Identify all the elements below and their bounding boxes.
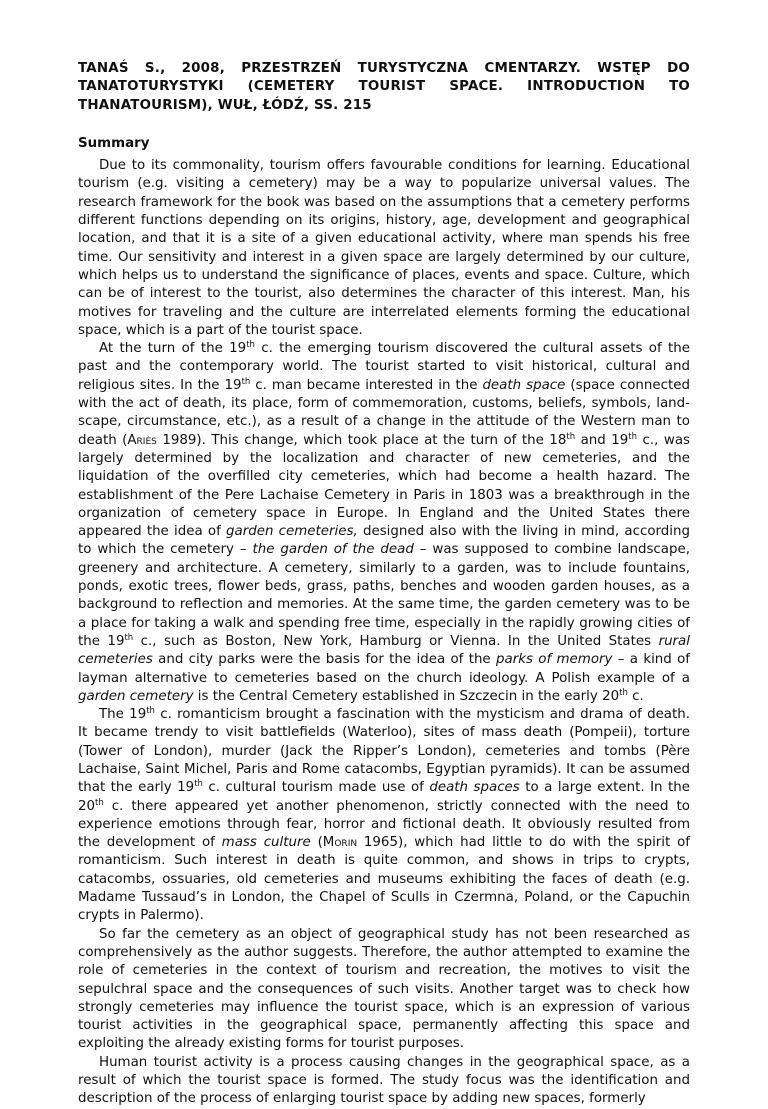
term-parks-of-memory: parks of memory: [496, 652, 613, 668]
term-garden-cemetery: garden cemetery: [78, 688, 194, 704]
document-page: [78, 60, 690, 1109]
term-death-spaces: death spaces: [429, 780, 520, 796]
term-garden-cemeteries: garden cemeteries,: [226, 524, 358, 540]
paragraph-1: Due to its commonality, tourism offers favourable conditions for learning. Educational tourism (e.g. visiting a cemetery) may be a way to popularize universal values. The research framework for the book was based on the assumptions that a cemetery performs different functions depending on its origins, history, age, development and geographical location, and that it is a site of a given educational activity, where man spends his free time. Our sensitivity and interest in a given space are largely determined by our culture, which helps us to understand the significance of places, events and space. Culture, which can be of interest to the tourist, also determines the character of this interest. Man, his motives for traveling and the culture are interrelated elements forming the educational space, which is a part of the tourist space.: [78, 158, 690, 338]
paragraph-4: So far the cemetery as an object of geographical study has not been researched as comprehensively as the author suggests. Therefore, the author attempted to examine the role of cemeteries in the context of tourism and recreation, the motives to visit the sepulchral space and the consequences of such visits. Another target was to check how strongly cemeteries may influence the tourist space, which is an expression of various tourist activities in the geographical space, permanently affecting this space and exploiting the already existing forms for tourist purposes.: [78, 926, 690, 1052]
term-rural-cemeteries: rural cemeteries: [78, 633, 690, 668]
document-title: TANAŚ S., 2008, PRZESTRZEŃ TURYSTYCZNA CMENTARZY. WSTĘP DO TANATOTURYSTYKI (CEMETERY TOURIST SPACE. INTRODUCTION TO THANATOURISM), WUŁ, ŁÓDŹ, SS. 215: [78, 61, 690, 113]
term-mass-culture: mass culture: [221, 835, 311, 851]
citation-aries: Ariès: [127, 432, 157, 448]
summary-heading: Summary: [78, 135, 150, 151]
term-garden-of-the-dead: the garden of the dead: [252, 542, 414, 558]
paragraph-5: Human tourist activity is a process causing changes in the geographical space, as a result of which the tourist space is formed. The study focus was the identification and description of the process of enlarging tourist space by adding new spaces, formerly: [78, 1054, 690, 1107]
paragraph-2: At the turn of the 19th c. the emerging tourism discovered the cultural assets of the past and the contemporary world. The tourist started to visit historical, cultural and religious sites. In the 19th c. man became interested in the death space (space connected with the act of death, its place, form of commemoration, customs, beliefs, symbols, land-scape, circumstance, etc.), as a result of a change in the attitude of the Western man to death (Ariès 1989). This change, which took place at the turn of the 18th and 19th c., was largely determined by the localization and character of new cemeteries, and the liquidation of the overfilled city cemeteries, which had become a health hazard. The establishment of the Pere Lachaise Cemetery in Paris in 1803 was a breakthrough in the organization of cemetery space in Europe. In England and the United States there appeared the idea of garden cemeteries, designed also with the living in mind, according to which the cemetery – the garden of the dead – was supposed to combine landscape, greenery and architecture. A cemetery, similarly to a garden, was to include fountains, ponds, exotic trees, flower beds, grass, paths, benches and wooden garden houses, as a background to reflection and memories. At the same time, the garden cemetery was to be a place for taking a walk and spending free time, especially in the rapidly growing cities of the 19th c., such as Boston, New York, Hamburg or Vienna. In the United States rural cemeteries and city parks were the basis for the idea of the parks of memory – a kind of layman alternative to cemeteries based on the church ideology. A Polish example of a garden cemetery is the Central Cemetery established in Szczecin in the early 20th c.: [78, 340, 691, 704]
term-death-space: death space: [482, 377, 566, 393]
paragraph-3: The 19th c. romanticism brought a fascination with the mysticism and drama of death. It became trendy to visit battlefields (Waterloo), sites of mass death (Pompeii), torture (Tower of London), murder (Jack the Ripper’s London), cemeteries and tombs (Père Lachaise, Saint Michel, Paris and Rome catacombs, Egyptian pyramids). It can be assumed that the early 19th c. cultural tourism made use of death spaces to a large extent. In the 20th c. there appeared yet another phenomenon, strictly connected with the need to experience emotions through fear, horror and fictional death. It obviously resulted from the development of mass culture (Morin 1965), which had little to do with the spirit of romanticism. Such interest in death is quite common, and shows in trips to crypts, catacombs, ossuaries, old cemeteries and museums exhibiting the faces of death (e.g. Madame Tussaud’s in London, the Chapel of Sculls in Czermna, Poland, or the Capuchin crypts in Palermo).: [78, 706, 691, 924]
citation-morin: Morin: [322, 835, 358, 851]
